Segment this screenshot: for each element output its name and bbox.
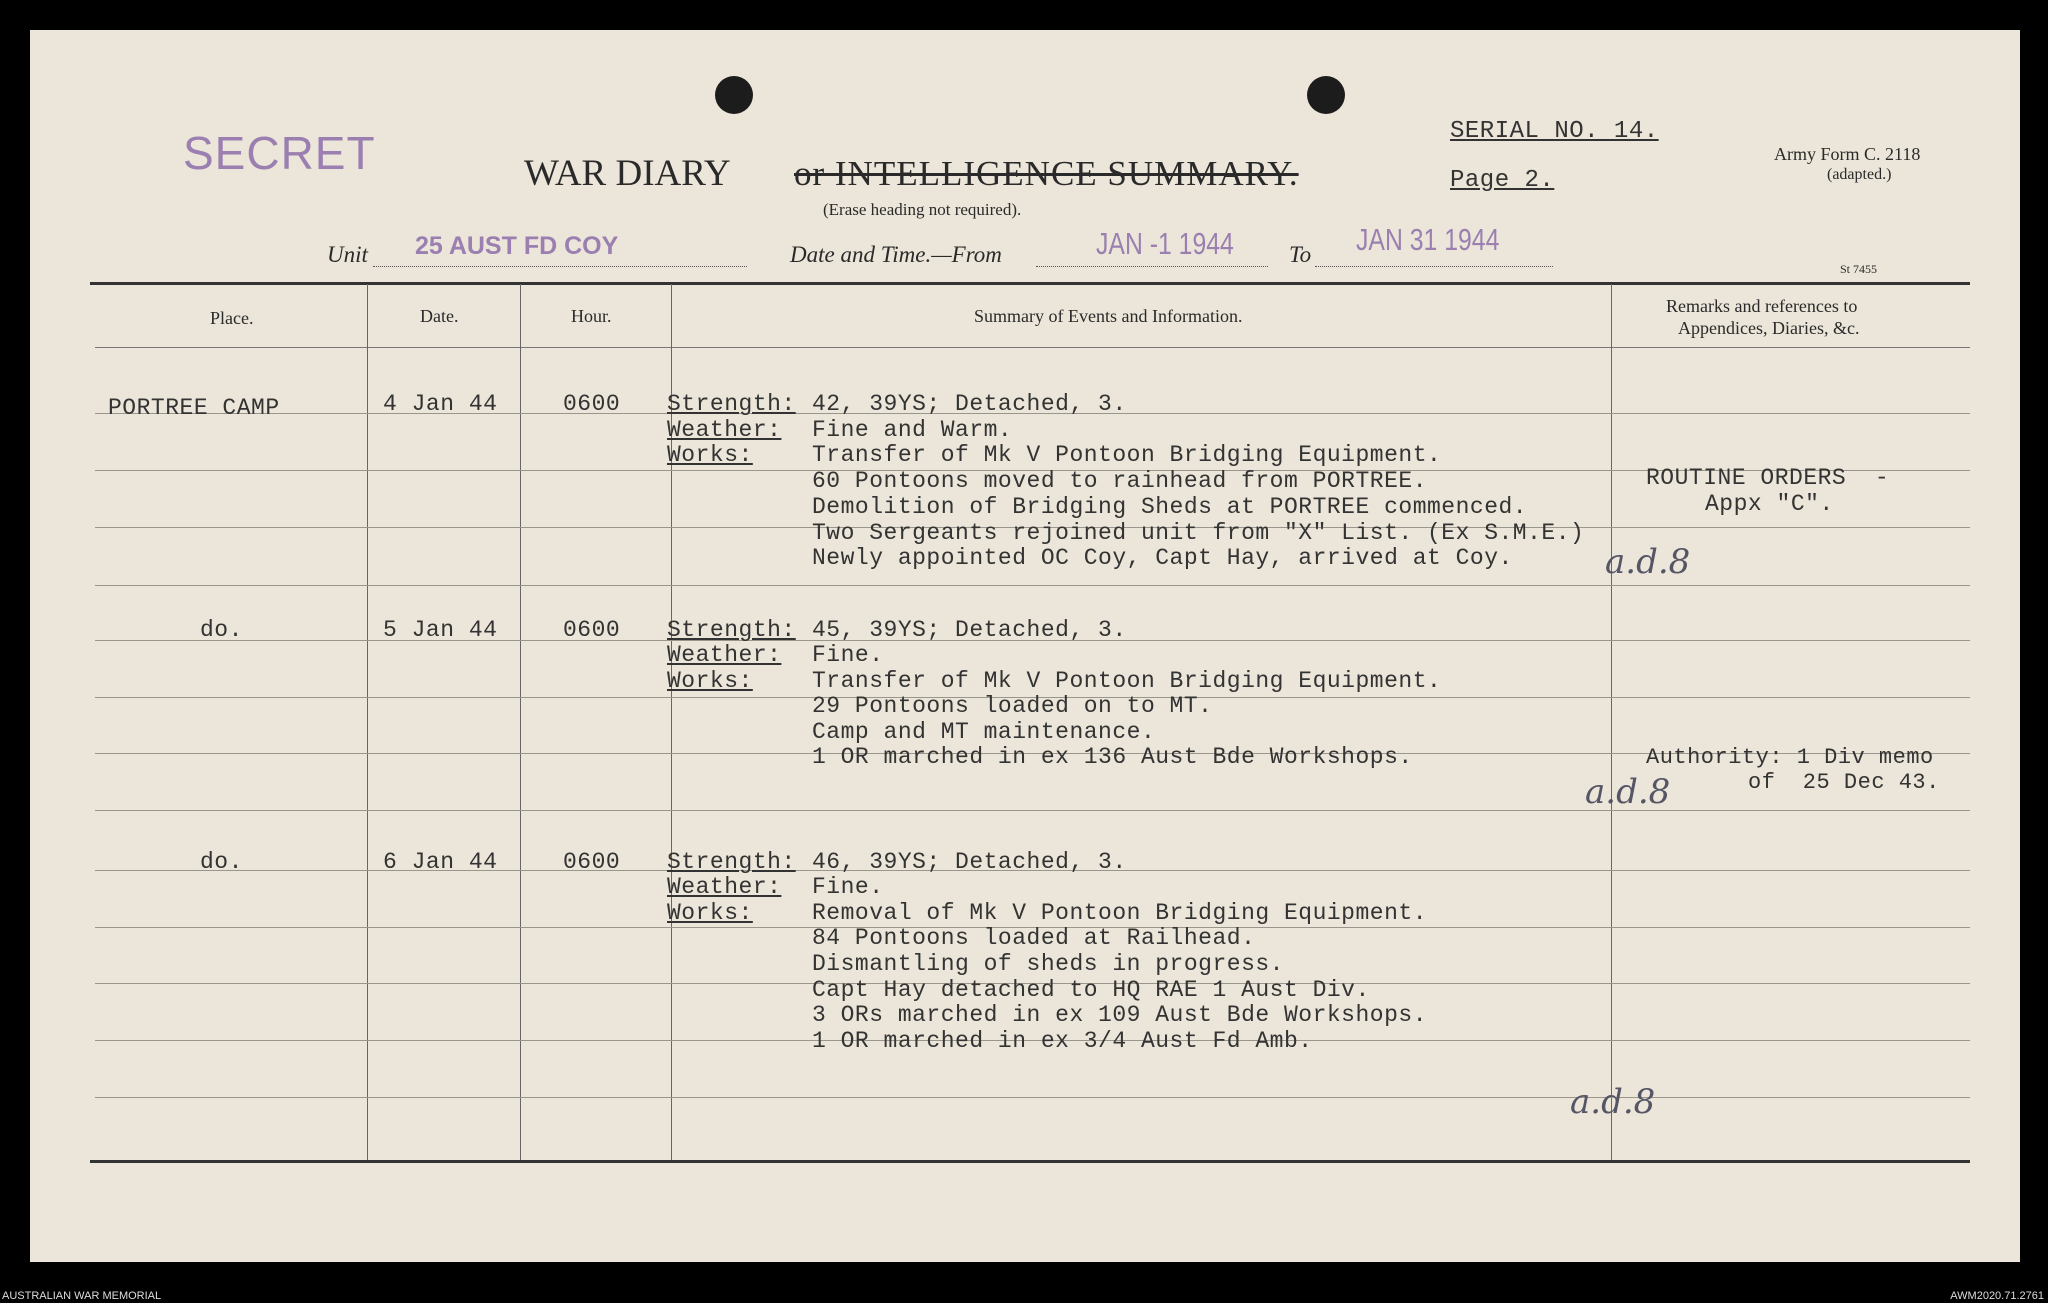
works-label: Works: xyxy=(667,900,753,926)
date-to-dotted-line xyxy=(1315,266,1553,267)
serial-number: SERIAL NO. 14. xyxy=(1450,118,1659,145)
column-header-place: Place. xyxy=(210,308,254,328)
officer-initials: a.d.8 xyxy=(1570,1082,1656,1122)
column-header-hour: Hour. xyxy=(571,306,612,326)
works-line: Two Sergeants rejoined unit from "X" List. (Ex S.M.E.) xyxy=(812,520,1585,546)
remarks-line: Authority: 1 Div memo xyxy=(1646,745,1934,770)
entry-date: 6 Jan 44 xyxy=(383,849,498,875)
works-line: Capt Hay detached to HQ RAE 1 Aust Div. xyxy=(812,977,1370,1003)
column-header-remarks-line1: Remarks and references to xyxy=(1666,296,1858,316)
page-number: Page 2. xyxy=(1450,167,1555,194)
column-divider-date xyxy=(520,284,521,1160)
remarks-line: of 25 Dec 43. xyxy=(1748,770,1940,795)
weather-value: Fine. xyxy=(812,642,884,668)
entry-date: 4 Jan 44 xyxy=(383,391,498,417)
works-label: Works: xyxy=(667,442,753,468)
works-line: Transfer of Mk V Pontoon Bridging Equipment. xyxy=(812,442,1442,468)
column-header-date: Date. xyxy=(420,306,459,326)
works-line: Transfer of Mk V Pontoon Bridging Equipment. xyxy=(812,668,1442,694)
to-label: To xyxy=(1289,242,1312,267)
weather-value: Fine. xyxy=(812,874,884,900)
works-line: Camp and MT maintenance. xyxy=(812,719,1156,745)
works-line: 60 Pontoons moved to rainhead from PORTREE. xyxy=(812,468,1427,494)
remarks-line: Appx "C". xyxy=(1705,491,1834,517)
weather-label: Weather: xyxy=(667,417,782,443)
strength-label: Strength: xyxy=(667,849,796,875)
footer-left: AUSTRALIAN WAR MEMORIAL xyxy=(2,1290,162,1302)
entry-hour: 0600 xyxy=(563,391,621,417)
works-line: Demolition of Bridging Sheds at PORTREE commenced. xyxy=(812,494,1528,520)
army-form-number: Army Form C. 2118 xyxy=(1774,144,1921,164)
officer-initials: a.d.8 xyxy=(1585,772,1671,812)
date-time-from-label: Date and Time.—From xyxy=(790,242,1002,267)
strength-value: 42, 39YS; Detached, 3. xyxy=(812,391,1127,417)
date-to-value: JAN 31 1944 xyxy=(1356,222,1500,257)
entry-date: 5 Jan 44 xyxy=(383,617,498,643)
ruled-line xyxy=(95,1097,1970,1098)
table-top-rule xyxy=(90,282,1970,285)
title-intelligence-summary: or INTELLIGENCE SUMMARY. xyxy=(794,154,1299,193)
weather-label: Weather: xyxy=(667,874,782,900)
works-line: 3 ORs marched in ex 109 Aust Bde Workshops. xyxy=(812,1002,1427,1028)
punch-hole-right xyxy=(1307,76,1345,114)
works-line: Dismantling of sheds in progress. xyxy=(812,951,1284,977)
officer-initials: a.d.8 xyxy=(1605,542,1691,582)
entry-hour: 0600 xyxy=(563,849,621,875)
title-war-diary: WAR DIARY xyxy=(524,153,731,194)
works-line: Removal of Mk V Pontoon Bridging Equipment. xyxy=(812,900,1427,926)
stock-number: St 7455 xyxy=(1840,262,1878,276)
unit-label: Unit xyxy=(327,242,368,267)
unit-value: 25 AUST FD COY xyxy=(415,232,619,260)
erase-heading-note: (Erase heading not required). xyxy=(823,200,1022,219)
entry-place: do. xyxy=(200,617,243,643)
footer-right: AWM2020.71.2761 xyxy=(1950,1290,2044,1302)
works-line: Newly appointed OC Coy, Capt Hay, arrived at Coy. xyxy=(812,545,1513,571)
works-label: Works: xyxy=(667,668,753,694)
strength-value: 46, 39YS; Detached, 3. xyxy=(812,849,1127,875)
header-bottom-rule xyxy=(95,347,1970,348)
punch-hole-left xyxy=(715,76,753,114)
strength-value: 45, 39YS; Detached, 3. xyxy=(812,617,1127,643)
column-divider-place xyxy=(367,284,368,1160)
entry-hour: 0600 xyxy=(563,617,621,643)
weather-value: Fine and Warm. xyxy=(812,417,1013,443)
ruled-line xyxy=(95,810,1970,811)
column-header-remarks-line2: Appendices, Diaries, &c. xyxy=(1678,318,1860,338)
works-line: 29 Pontoons loaded on to MT. xyxy=(812,693,1213,719)
date-from-value: JAN -1 1944 xyxy=(1096,226,1234,261)
strength-label: Strength: xyxy=(667,617,796,643)
works-line: 1 OR marched in ex 136 Aust Bde Workshops. xyxy=(812,744,1413,770)
works-line: 1 OR marched in ex 3/4 Aust Fd Amb. xyxy=(812,1028,1313,1054)
remarks-line: ROUTINE ORDERS - xyxy=(1646,465,1890,491)
weather-label: Weather: xyxy=(667,642,782,668)
works-line: 84 Pontoons loaded at Railhead. xyxy=(812,925,1256,951)
entry-place: do. xyxy=(200,849,243,875)
table-bottom-rule xyxy=(90,1160,1970,1163)
column-header-summary: Summary of Events and Information. xyxy=(974,306,1243,326)
date-from-dotted-line xyxy=(1036,266,1268,267)
unit-dotted-line xyxy=(373,266,747,267)
diary-sheet xyxy=(30,30,2020,1262)
secret-stamp: SECRET xyxy=(183,127,376,179)
strength-label: Strength: xyxy=(667,391,796,417)
adapted-note: (adapted.) xyxy=(1827,166,1892,183)
entry-place: PORTREE CAMP xyxy=(108,395,280,421)
column-divider-summary xyxy=(1611,284,1612,1160)
ruled-line xyxy=(95,585,1970,586)
